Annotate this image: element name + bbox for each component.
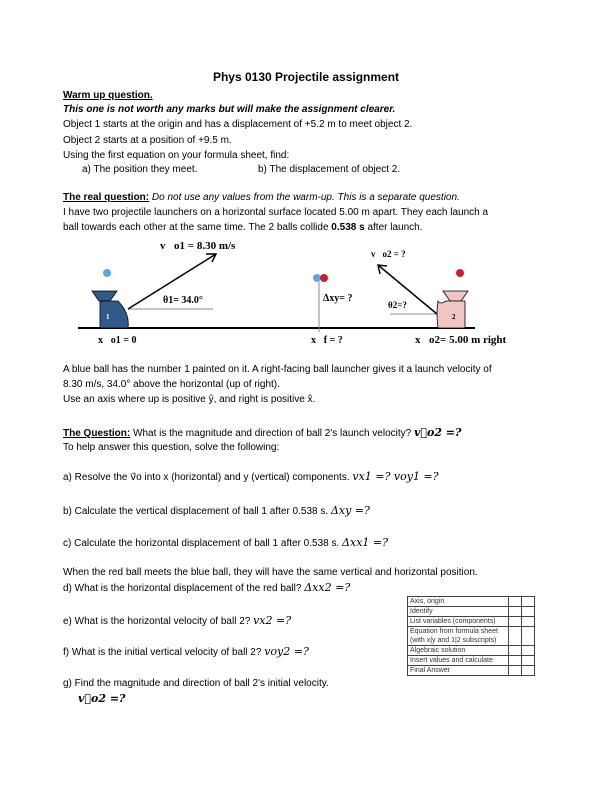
warmup-line: Using the first equation on your formula sheet, find: [63,150,290,161]
desc-line: 8.30 m/s, 34.0° above the horizontal (up of right). [63,379,280,390]
v01-label: v⃗o1 = 8.30 m/s [160,240,236,252]
checklist-item: Axis, origin [408,597,509,607]
desc-line: Use an axis where up is positive ŷ, and right is positive x̂. [63,394,316,405]
part-g-expr: v⃗o2 =? [78,692,126,705]
part-a: a) Resolve the v⃗o into x (horizontal) and y (vertical) components. [63,472,353,483]
pink-launcher [437,291,468,328]
part-e: e) What is the horizontal velocity of ball 2? [63,616,254,627]
checklist-item: Algebraic solution [408,646,509,656]
part-d-expr: Δxx2 =? [304,581,351,594]
warmup-note: This one is not worth any marks but will make the assignment clearer. [63,104,396,115]
v02-label: v⃗o2 = ? [371,249,406,259]
desc-line: A blue ball has the number 1 painted on it. A right-facing ball launcher gives it a launch velocity of [63,364,492,375]
warmup-b: b) The displacement of object 2. [258,164,401,175]
xf-label: x⃗f = ? [311,335,343,346]
part-f: f) What is the initial vertical velocity of ball 2? [63,647,265,658]
dxy-label: Δxy= ? [323,293,353,304]
part-b: b) Calculate the vertical displacement of ball 1 after 0.538 s. [63,506,331,517]
question-text: What is the magnitude and direction of ball 2's launch velocity? [130,428,414,439]
real-line: ball towards each other at the same time. The 2 balls collide [63,222,332,233]
real-line: I have two projectile launchers on a horizontal surface located 5.00 m apart. They each launch a [63,207,489,218]
collision-time: 0.538 s [331,222,365,233]
warmup-line: Object 2 starts at a position of +9.5 m. [63,135,232,146]
projectile-diagram [60,235,540,355]
real-line: after launch. [364,222,423,233]
blue-ball-collision [313,274,321,282]
warmup-a: a) The position they meet. [82,164,198,175]
svg-text:2: 2 [452,313,456,321]
x01-label: x⃗o1 = 0 [98,335,137,346]
theta1-label: θ1= 34.0° [163,295,203,306]
page-title: Phys 0130 Projectile assignment [212,70,400,84]
x02-label: x⃗o2= 5.00 m right [415,334,507,346]
blue-ball [103,269,111,277]
checklist-item: List variables (components) [408,617,509,627]
part-c-expr: Δxx1 =? [342,536,389,549]
part-e-expr: vx2 =? [253,614,292,627]
when-text: When the red ball meets the blue ball, they will have the same vertical and horizontal position. [63,567,478,578]
warmup-heading: Warm up question. [63,90,153,101]
question-help: To help answer this question, solve the following: [63,442,280,453]
red-ball [456,269,464,277]
part-a-expr: vx1 =? voy1 =? [352,470,439,483]
real-heading: The real question: [63,192,150,203]
svg-text:1: 1 [106,313,110,321]
checklist-item: Final Answer [408,666,509,676]
checklist-item: Equation from formula sheet (with x|y and 1|2 subscripts) [408,627,509,646]
real-note: Do not use any values from the warm-up. This is a separate question. [149,192,460,203]
v02-arrow [378,265,437,314]
part-d: d) What is the horizontal displacement of the red ball? [63,583,305,594]
theta2-label: θ2=? [388,300,407,310]
part-g: g) Find the magnitude and direction of ball 2's initial velocity. [63,678,329,689]
checklist-table [407,596,535,676]
part-c: c) Calculate the horizontal displacement of ball 1 after 0.538 s. [63,538,343,549]
warmup-line: Object 1 starts at the origin and has a displacement of +5.2 m to meet object 2. [63,119,413,130]
part-b-expr: Δxy =? [330,504,370,517]
red-ball-collision [320,274,328,282]
part-f-expr: voy2 =? [264,645,309,658]
question-expr: v⃗o2 =? [413,426,462,439]
question-heading: The Question: [63,428,131,439]
checklist-item: Identify [408,607,509,617]
checklist-item: Insert values and calculate [408,656,509,666]
blue-launcher [92,291,128,328]
